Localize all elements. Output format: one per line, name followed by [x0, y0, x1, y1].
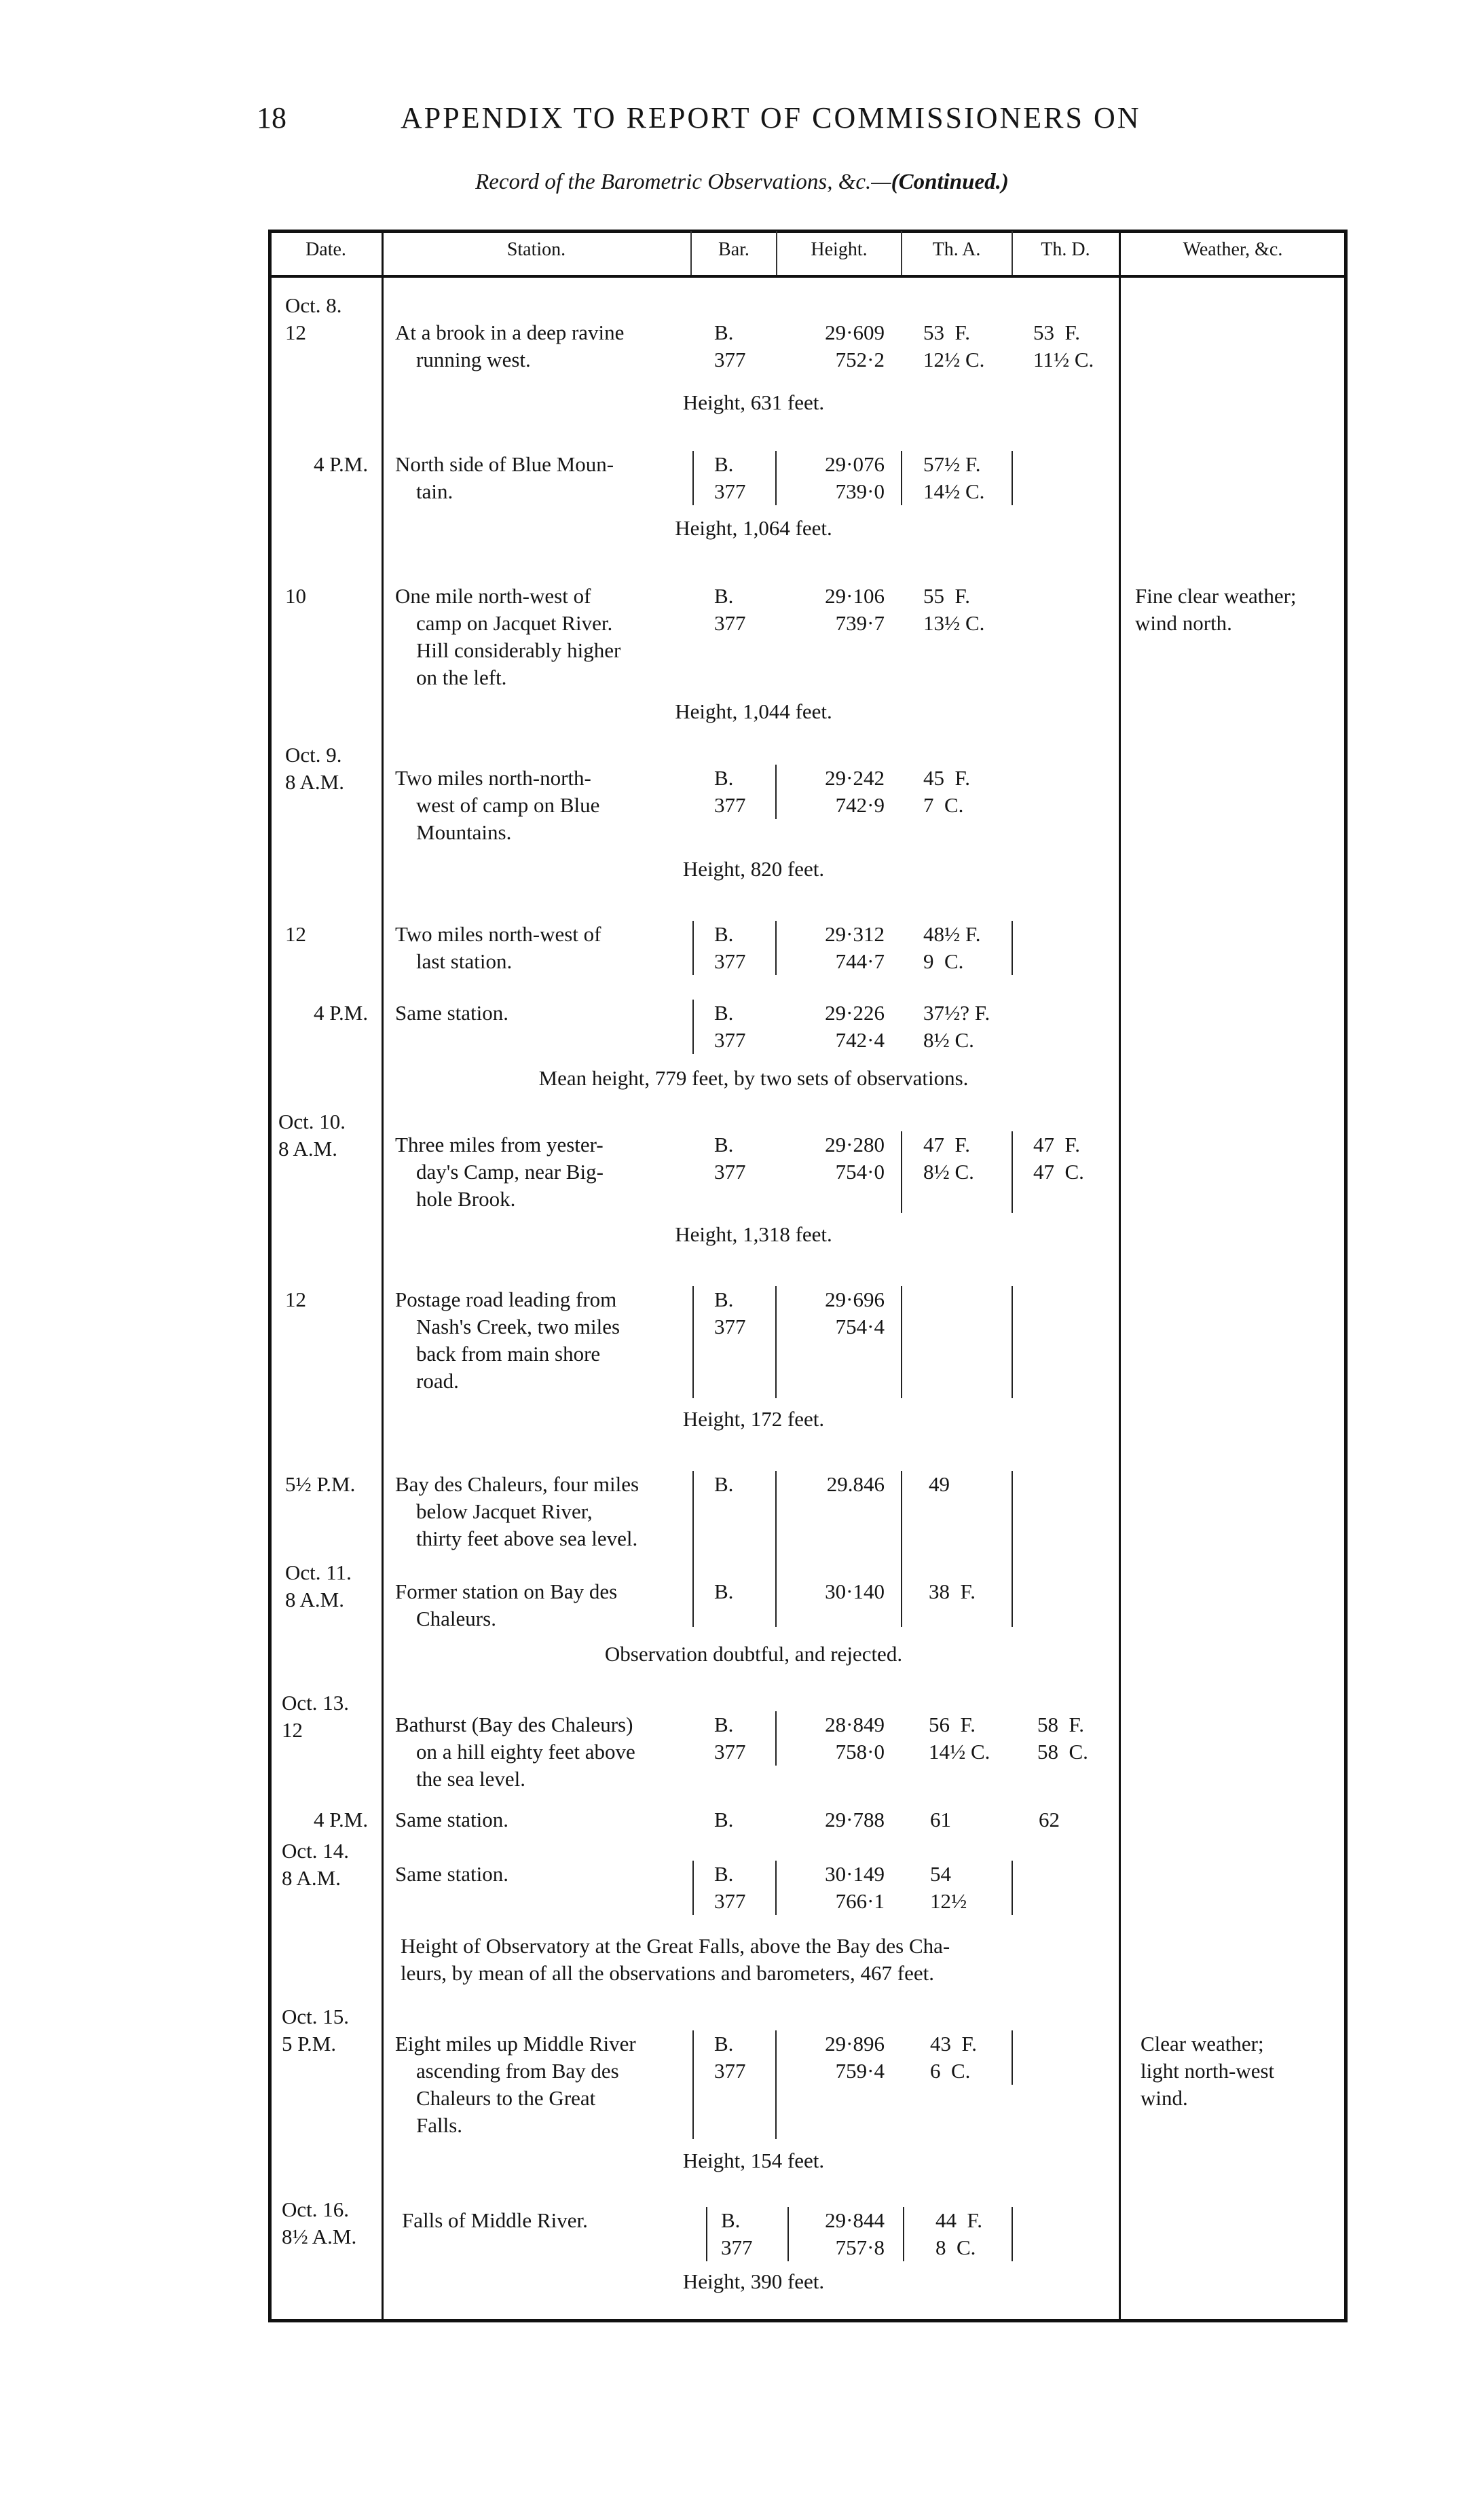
- cell-rule: [775, 1861, 777, 1915]
- cell-rule: [901, 451, 902, 505]
- row-tha: 44 F. 8 C.: [935, 2208, 983, 2259]
- row-tha: 38 F.: [929, 1580, 976, 1603]
- row-station: At a brook in a deep ravine running west.: [395, 321, 625, 371]
- row-tha: 55 F. 13½ C.: [923, 584, 985, 635]
- row-bar: B.: [714, 1472, 734, 1496]
- weather-note: Clear weather; light north-west wind.: [1140, 2032, 1275, 2110]
- row-tha: 37½? F. 8½ C.: [923, 1001, 990, 1052]
- caption-continued: (Continued.): [891, 170, 1009, 194]
- row-thd: 53 F. 11½ C.: [1033, 321, 1094, 371]
- col-rule-bar: [690, 231, 692, 275]
- row-bar: B. 377: [721, 2208, 753, 2259]
- cell-rule: [901, 1286, 902, 1398]
- row-date: Oct. 13. 12: [282, 1691, 350, 1742]
- cell-rule: [692, 451, 694, 505]
- row-bar: B. 377: [714, 922, 746, 973]
- cell-rule: [1012, 2207, 1013, 2261]
- row-station: Same station.: [395, 1808, 509, 1831]
- col-rule-thd: [1012, 231, 1013, 275]
- row-tha: 47 F. 8½ C.: [923, 1133, 974, 1184]
- weather-note: Fine clear weather; wind north.: [1135, 584, 1297, 635]
- row-height: 29·844 757·8: [825, 2208, 885, 2259]
- row-bar: B. 377: [714, 766, 746, 817]
- cell-rule: [1012, 1861, 1013, 1915]
- row-thd: 58 F. 58 C.: [1037, 1713, 1088, 1764]
- row-height: 29·896 759·4: [825, 2032, 885, 2083]
- cell-rule: [775, 1286, 777, 1398]
- cell-rule: [692, 1286, 694, 1398]
- row-station: Two miles north-north- west of camp on Blue Mountains.: [395, 766, 600, 844]
- cell-rule: [903, 2207, 904, 2261]
- summary-observatory: Height of Observatory at the Great Falls, above the Bay des Cha- leurs, by mean of all the observations and barometers, 467 feet.: [401, 1934, 950, 1985]
- row-bar: B.: [714, 1808, 734, 1831]
- row-station: Same station.: [395, 1001, 509, 1025]
- col-header-station: Station.: [506, 239, 566, 260]
- cell-rule: [1012, 1471, 1013, 1627]
- row-tha: 43 F. 6 C.: [930, 2032, 978, 2083]
- summary-note: Observation doubtful, and rejected.: [604, 1642, 903, 1666]
- row-height: 29·609 752·2: [825, 321, 885, 371]
- row-tha: 56 F. 14½ C.: [929, 1713, 990, 1764]
- row-date: 10: [285, 584, 306, 608]
- row-height: 30·149 766·1: [825, 1862, 885, 1913]
- row-bar: B. 377: [714, 1862, 746, 1913]
- row-height: 30·140: [825, 1580, 885, 1603]
- row-tha: 45 F. 7 C.: [923, 766, 971, 817]
- row-date: 5½ P.M.: [285, 1472, 356, 1496]
- page-number: 18: [257, 101, 286, 134]
- row-station: Postage road leading from Nash's Creek, two miles back from main shore road.: [395, 1288, 620, 1393]
- cell-rule: [692, 2030, 694, 2139]
- cell-rule: [1012, 1131, 1013, 1213]
- row-height: 28·849 758·0: [825, 1713, 885, 1764]
- col-rule-date: [382, 231, 384, 2321]
- summary-height: Mean height, 779 feet, by two sets of observations.: [538, 1066, 969, 1090]
- col-rule-weather: [1119, 231, 1121, 2321]
- row-thd: 47 F. 47 C.: [1033, 1133, 1084, 1184]
- row-bar: B. 377: [714, 1713, 746, 1764]
- summary-height: Height, 1,044 feet.: [675, 699, 832, 723]
- col-header-date: Date.: [305, 239, 346, 260]
- cell-rule: [787, 2207, 789, 2261]
- row-height: 29·076 739·0: [825, 452, 885, 503]
- row-station: Two miles north-west of last station.: [395, 922, 601, 973]
- cell-rule: [1012, 2030, 1013, 2085]
- summary-height: Height, 631 feet.: [682, 390, 825, 414]
- cell-rule: [692, 1000, 694, 1054]
- row-bar: B. 377: [714, 2032, 746, 2083]
- cell-rule: [775, 2030, 777, 2139]
- row-station: Former station on Bay des Chaleurs.: [395, 1580, 618, 1630]
- caption-text: Record of the Barometric Observations, &c.—: [475, 170, 891, 194]
- cell-rule: [1012, 1286, 1013, 1398]
- running-head: APPENDIX TO REPORT OF COMMISSIONERS ON: [401, 101, 1141, 134]
- row-station: Eight miles up Middle River ascending from Bay des Chaleurs to the Great Falls.: [395, 2032, 636, 2137]
- row-date: Oct. 16. 8½ A.M.: [282, 2197, 357, 2248]
- row-date: Oct. 15. 5 P.M.: [282, 2005, 350, 2056]
- cell-rule: [692, 1861, 694, 1915]
- row-tha: 57½ F. 14½ C.: [923, 452, 985, 503]
- header-top-rule: [270, 230, 1346, 232]
- col-header-thd: Th. D.: [1041, 239, 1090, 260]
- row-date: 12: [285, 1288, 306, 1311]
- cell-rule: [901, 1471, 902, 1627]
- row-height: 29·312 744·7: [825, 922, 885, 973]
- row-station: Three miles from yester- day's Camp, near Big- hole Brook.: [395, 1133, 604, 1211]
- summary-height: Height, 1,064 feet.: [675, 516, 832, 540]
- row-station: One mile north-west of camp on Jacquet River. Hill considerably higher on the left.: [395, 584, 621, 689]
- row-station: Bathurst (Bay des Chaleurs) on a hill eighty feet above the sea level.: [395, 1713, 635, 1791]
- col-rule-tha: [901, 231, 902, 275]
- summary-height: Height, 172 feet.: [682, 1407, 825, 1431]
- col-header-weather: Weather, &c.: [1183, 239, 1283, 260]
- row-height: 29·696 754·4: [825, 1288, 885, 1338]
- header-bottom-rule: [270, 275, 1346, 278]
- summary-height: Height, 154 feet.: [682, 2149, 825, 2172]
- cell-rule: [706, 2207, 707, 2261]
- table-caption: [0, 170, 1484, 195]
- row-tha: 48½ F. 9 C.: [923, 922, 981, 973]
- col-header-tha: Th. A.: [932, 239, 981, 260]
- row-height: 29·242 742·9: [825, 766, 885, 817]
- summary-height: Height, 390 feet.: [682, 2269, 825, 2293]
- row-station: Same station.: [395, 1862, 509, 1886]
- col-header-bar: Bar.: [718, 239, 749, 260]
- cell-rule: [775, 921, 777, 975]
- row-tha: 49: [929, 1472, 950, 1496]
- cell-rule: [775, 451, 777, 505]
- row-station: Bay des Chaleurs, four miles below Jacquet River, thirty feet above sea level.: [395, 1472, 639, 1550]
- row-date: Oct. 8. 12: [285, 293, 342, 344]
- cell-rule: [1012, 451, 1013, 505]
- row-date: 4 P.M.: [314, 452, 369, 476]
- cell-rule: [692, 1471, 694, 1627]
- row-height: 29.846: [826, 1472, 885, 1496]
- row-date: Oct. 14. 8 A.M.: [282, 1839, 350, 1890]
- row-tha: 53 F. 12½ C.: [923, 321, 985, 371]
- cell-rule: [775, 1471, 777, 1627]
- cell-rule: [692, 921, 694, 975]
- row-tha: 54 12½: [930, 1862, 967, 1913]
- row-station: North side of Blue Moun- tain.: [395, 452, 614, 503]
- cell-rule: [775, 765, 777, 819]
- row-date: Oct. 10. 8 A.M.: [278, 1110, 346, 1161]
- row-date: Oct. 11. 8 A.M.: [285, 1560, 352, 1611]
- row-tha: 61: [930, 1808, 951, 1831]
- row-bar: B. 377: [714, 1001, 746, 1052]
- row-bar: B.: [714, 1580, 734, 1603]
- row-date: Oct. 9. 8 A.M.: [285, 743, 344, 794]
- row-thd: 62: [1039, 1808, 1060, 1831]
- observation-table: [268, 230, 1348, 2322]
- row-bar: B. 377: [714, 1288, 746, 1338]
- cell-rule: [901, 1131, 902, 1213]
- row-bar: B. 377: [714, 584, 746, 635]
- row-bar: B. 377: [714, 321, 746, 371]
- row-date: 4 P.M.: [314, 1808, 369, 1831]
- row-bar: B. 377: [714, 1133, 746, 1184]
- summary-height: Height, 1,318 feet.: [675, 1222, 832, 1246]
- row-height: 29·106 739·7: [825, 584, 885, 635]
- col-header-height: Height.: [811, 239, 868, 260]
- row-height: 29·280 754·0: [825, 1133, 885, 1184]
- row-height: 29·788: [825, 1808, 885, 1831]
- row-date: 4 P.M.: [314, 1001, 369, 1025]
- row-bar: B. 377: [714, 452, 746, 503]
- cell-rule: [1012, 921, 1013, 975]
- summary-height: Height, 820 feet.: [682, 857, 825, 881]
- col-rule-height: [776, 231, 777, 275]
- row-height: 29·226 742·4: [825, 1001, 885, 1052]
- cell-rule: [775, 1711, 777, 1766]
- row-date: 12: [285, 922, 306, 946]
- row-station: Falls of Middle River.: [402, 2208, 588, 2232]
